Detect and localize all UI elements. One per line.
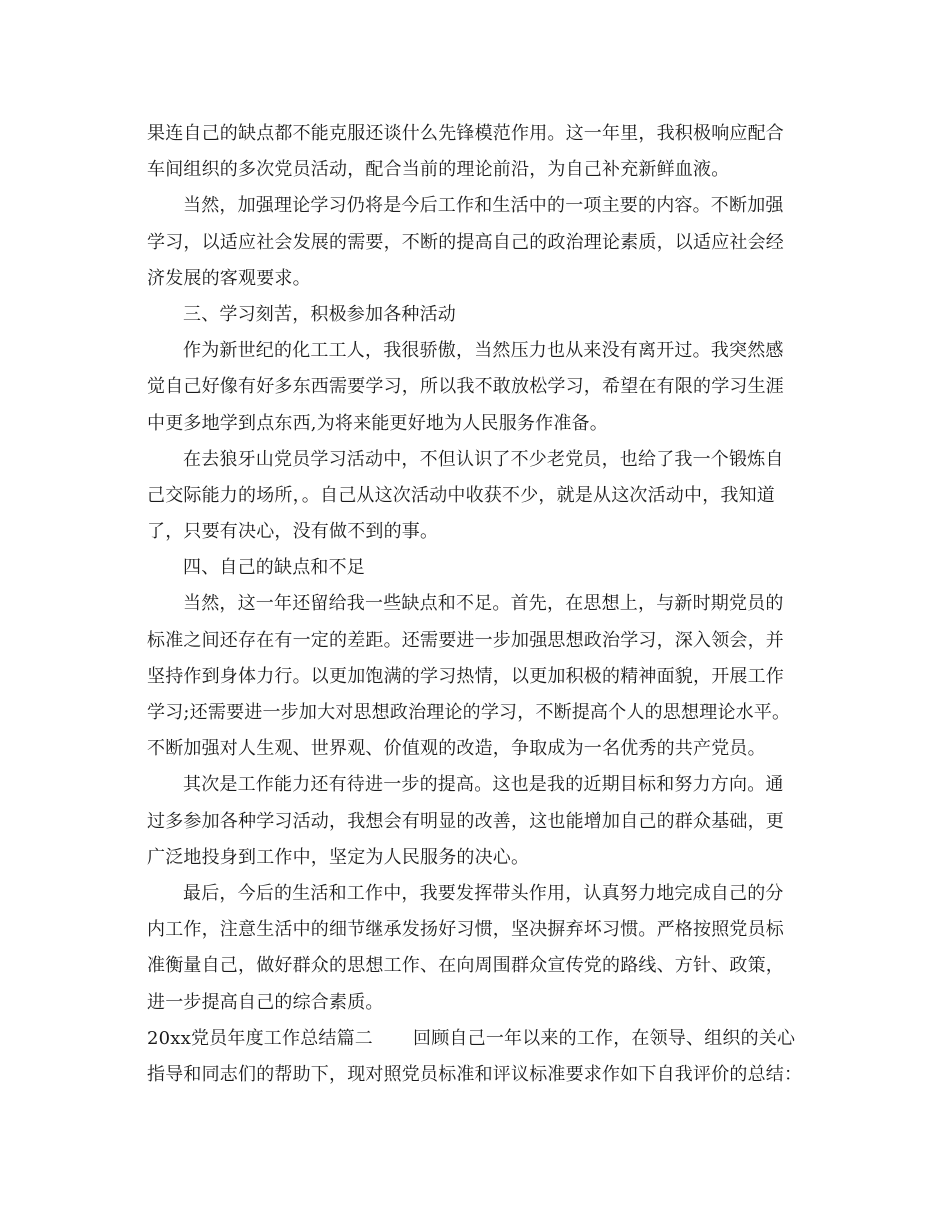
paragraph-line: 在去狼牙山党员学习活动中，不但认识了不少老党员，也给了我一个锻炼自 xyxy=(183,448,784,470)
paragraph-line: 内工作，注意生活中的细节继承发扬好习惯，坚决摒弃坏习惯。严格按照党员标 xyxy=(147,919,784,941)
section-heading: 四、自己的缺点和不足 xyxy=(183,557,365,579)
paragraph-line: 学习，以适应社会发展的需要，不断的提高自己的政治理论素质，以适应社会经 xyxy=(147,231,784,253)
section-first-line: 回顾自己一年以来的工作，在领导、组织的关心 xyxy=(413,1027,796,1049)
paragraph-line: 过多参加各种学习活动，我想会有明显的改善，这也能增加自己的群众基础，更 xyxy=(147,810,784,832)
paragraph-line: 当然，加强理论学习仍将是今后工作和生活中的一项主要的内容。不断加强 xyxy=(183,195,784,217)
paragraph-line: 进一步提高自己的综合素质。 xyxy=(147,991,384,1013)
paragraph-line: 最后，今后的生活和工作中，我要发挥带头作用，认真努力地完成自己的分 xyxy=(183,882,784,904)
paragraph-line: 车间组织的多次党员活动，配合当前的理论前沿，为自己补充新鲜血液。 xyxy=(147,159,730,181)
paragraph-line: 中更多地学到点东西,为将来能更好地为人民服务作准备。 xyxy=(147,412,608,434)
paragraph-line: 当然，这一年还留给我一些缺点和不足。首先，在思想上，与新时期党员的 xyxy=(183,593,784,615)
paragraph-line: 果连自己的缺点都不能克服还谈什么先锋模范作用。这一年里，我积极响应配合 xyxy=(147,123,784,144)
paragraph-line: 不断加强对人生观、世界观、价值观的改造，争取成为一名优秀的共产党员。 xyxy=(147,738,766,760)
paragraph-line: 广泛地投身到工作中，坚定为人民服务的决心。 xyxy=(147,846,530,868)
paragraph-line: 学习;还需要进一步加大对思想政治理论的学习，不断提高个人的思想理论水平。 xyxy=(147,702,791,723)
paragraph-line: 标准之间还存在有一定的差距。还需要进一步加强思想政治学习，深入领会，并 xyxy=(147,629,784,651)
paragraph-line: 觉自己好像有好多东西需要学习，所以我不敢放松学习，希望在有限的学习生涯 xyxy=(147,376,784,398)
paragraph-line: 准衡量自己，做好群众的思想工作、在向周围群众宣传党的路线、方针、政策， xyxy=(147,955,784,977)
paragraph-line: 指导和同志们的帮助下，现对照党员标准和评议标准要求作如下自我评价的总结： xyxy=(147,1063,803,1085)
section-title-line xyxy=(147,1021,815,1057)
paragraph-line: 其次是工作能力还有待进一步的提高。这也是我的近期目标和努力方向。通 xyxy=(183,774,784,796)
paragraph-line: 坚持作到身体力行。以更加饱满的学习热情，以更加积极的精神面貌，开展工作 xyxy=(147,665,784,687)
paragraph-line: 济发展的客观要求。 xyxy=(147,267,311,289)
paragraph-line: 己交际能力的场所，。自己从这次活动中收获不少，就是从这次活动中，我知道 xyxy=(147,484,775,506)
section-title: 20xx党员年度工作总结篇二 xyxy=(147,1027,374,1049)
document-body xyxy=(147,116,815,1093)
section-heading: 三、学习刻苦，积极参加各种活动 xyxy=(183,303,456,325)
paragraph-line: 了，只要有决心，没有做不到的事。 xyxy=(147,521,439,543)
paragraph-line: 作为新世纪的化工工人，我很骄傲，当然压力也从来没有离开过。我突然感 xyxy=(183,340,784,362)
